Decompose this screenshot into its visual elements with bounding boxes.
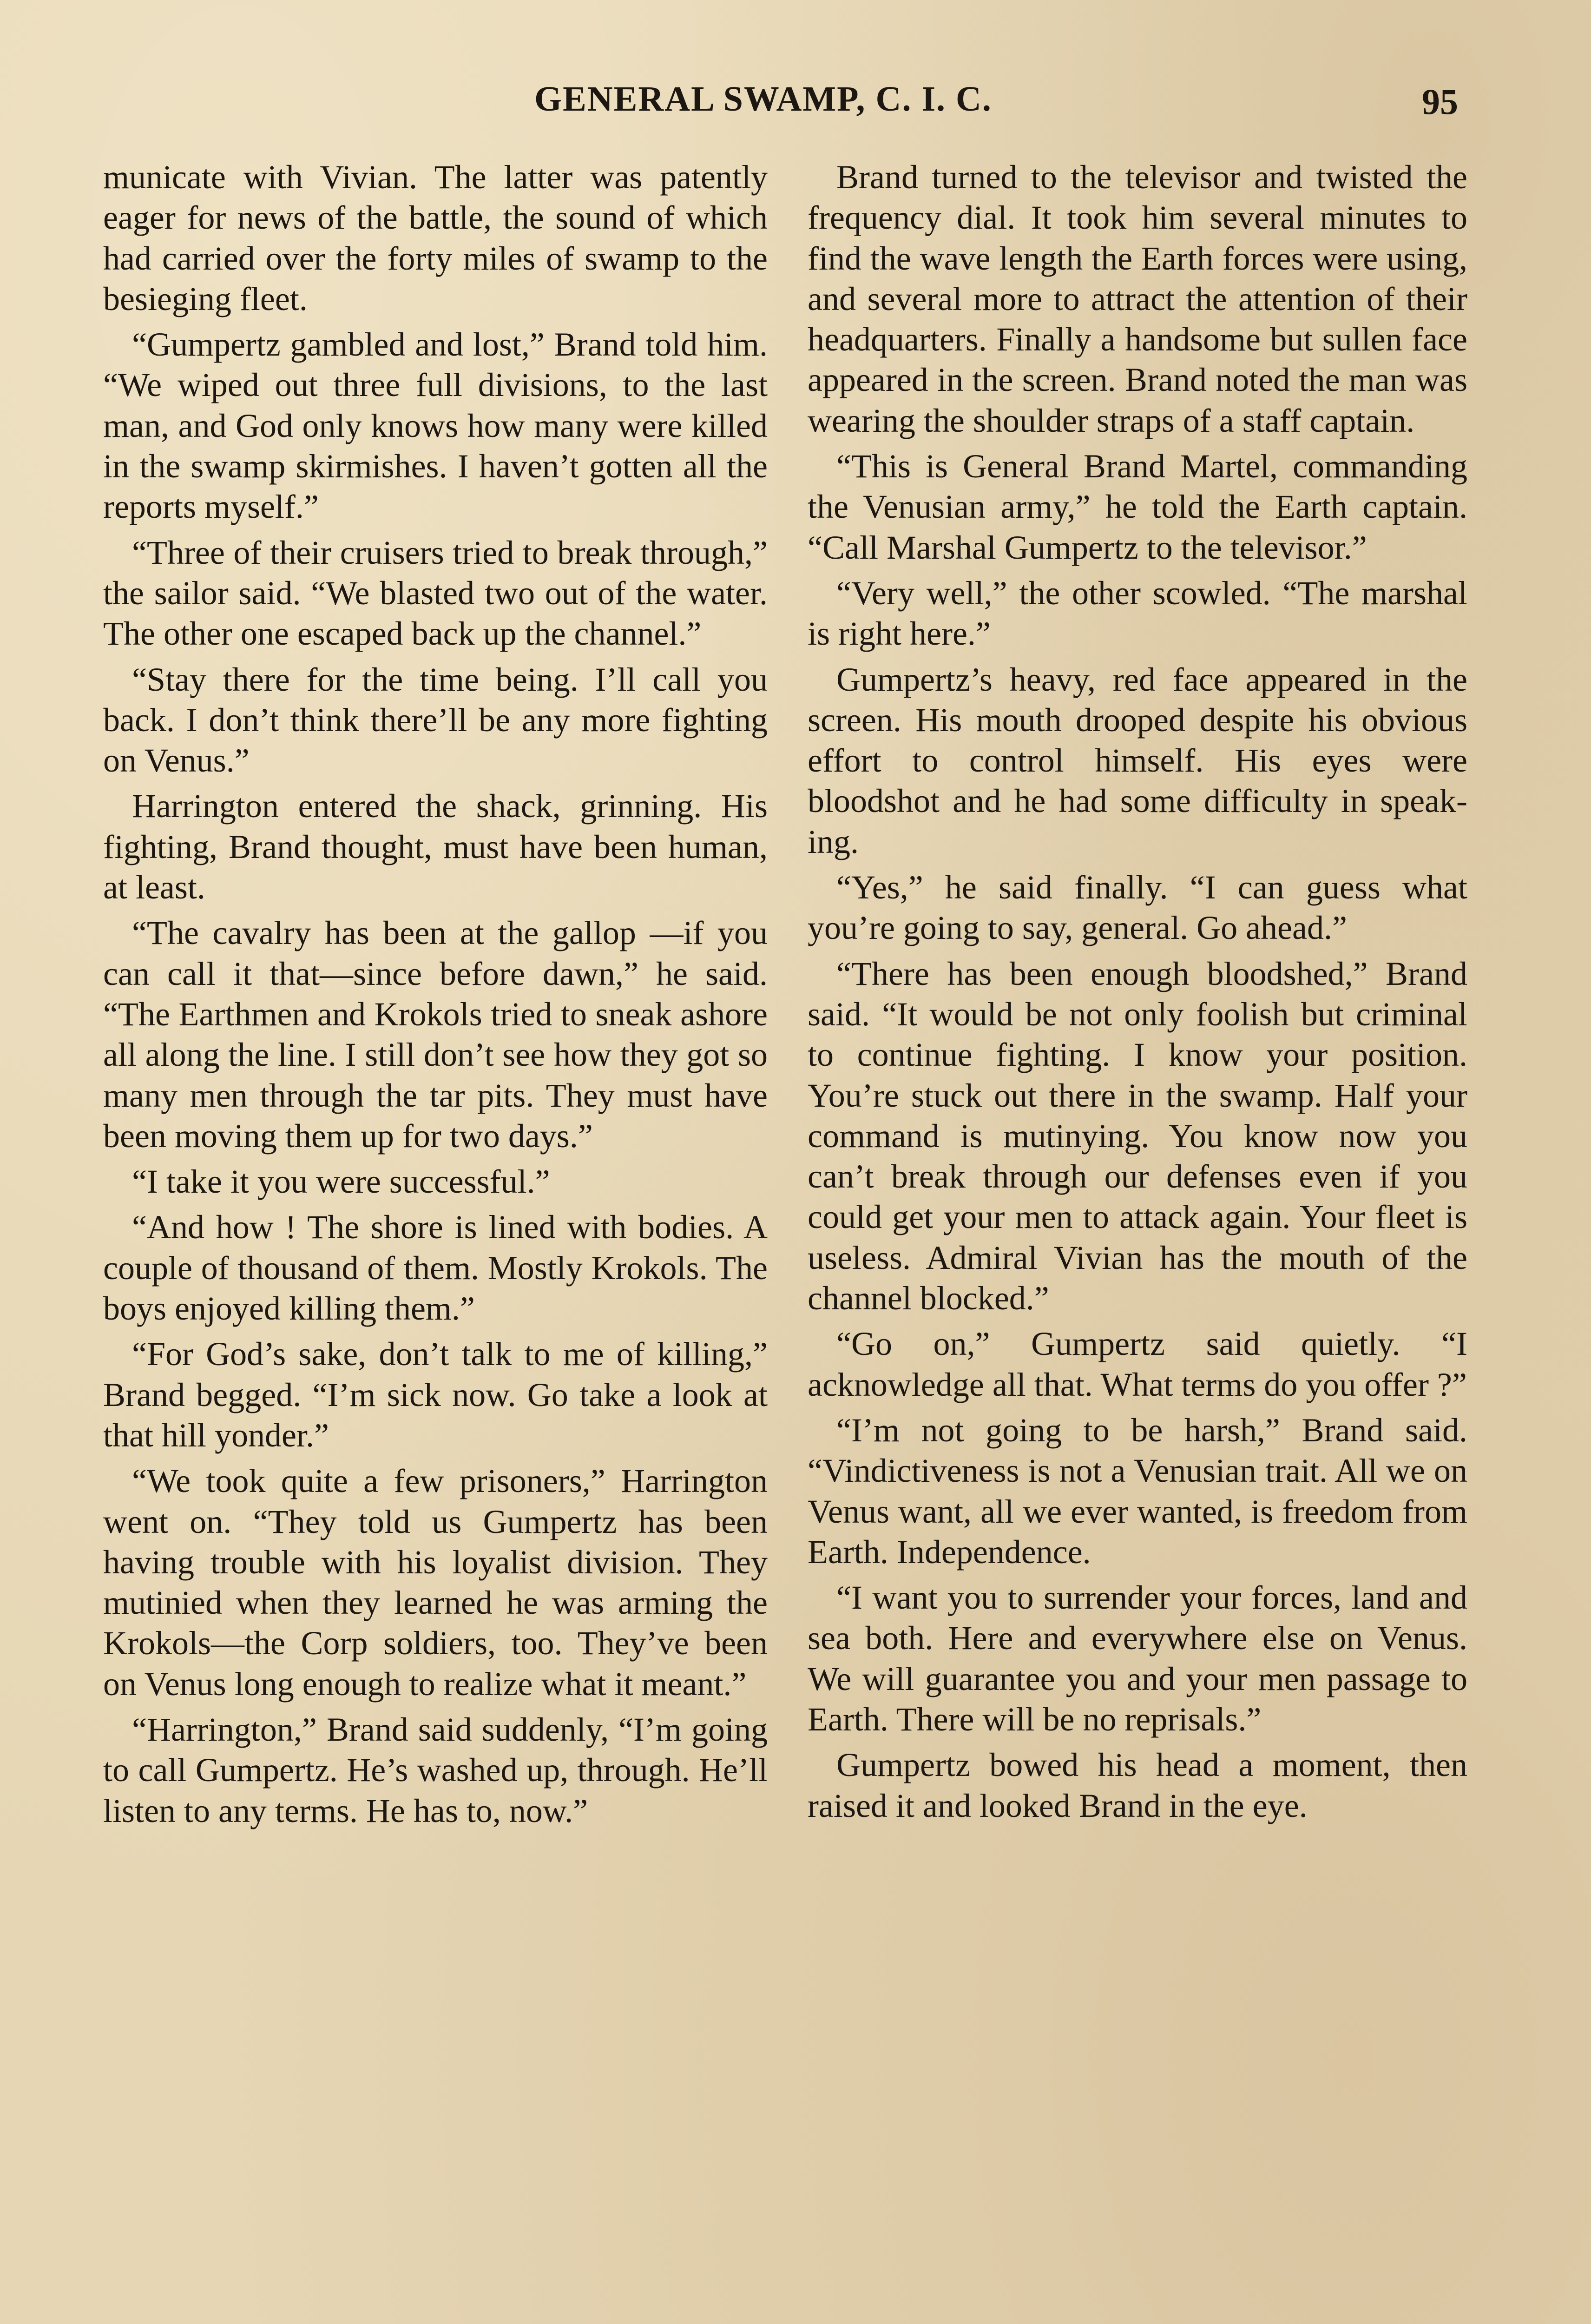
paragraph: “I want you to surrender your forces, land and sea both. Here and everywhere else on Venus. We will guarantee you and your men passage to Earth. There will be no reprisals.” (808, 1579, 1467, 1738)
paragraph: “For God’s sake, don’t talk to me of killing,” Brand begged. “I’m sick now. Go take a look at that hill yonder.” (103, 1335, 768, 1454)
paragraph: “Stay there for the time being. I’ll call you back. I don’t think there’ll be any more fighting on Venus.” (103, 660, 768, 779)
paragraph: “I take it you were successful.” (132, 1163, 550, 1201)
paragraph: Gumpertz bowed his head a moment, then raised it and looked Brand in the eye. (808, 1746, 1467, 1824)
left-column (103, 157, 768, 1836)
paragraph: “Gumpertz gambled and lost,” Brand told him. “We wiped out three full divisions, to the last man, and God only knows how many were killed in the swamp skirmishes. I haven’t gotten all the reports myself.” (103, 326, 768, 526)
paragraph: “Very well,” the other scowled. “The marshal is right here.” (808, 574, 1467, 653)
paragraph: “Three of their cruisers tried to break through,” the sailor said. “We blasted two out of the water. The other one escaped back up the channel.” (103, 534, 768, 653)
running-head (0, 79, 1591, 130)
paragraph: “Harrington,” Brand said suddenly, “I’m going to call Gumpertz. He’s washed up, through. He’ll listen to any terms. He has to, now.” (103, 1710, 768, 1829)
paragraph: “The cavalry has been at the gallop —if you can call it that—since before dawn,” he said. “The Earthmen and Krokols tried to sneak ashore all along the line. I still don’t see how they got so many men through the tar pits. They must have been moving them up for two days.” (103, 914, 768, 1155)
paragraph: “Go on,” Gumpertz said quietly. “I acknowledge all that. What terms do you offer ?” (808, 1325, 1467, 1403)
paragraph: “And how ! The shore is lined with bodies. A couple of thousand of them. Mostly Krokols. The boys enjoyed killing them.” (103, 1208, 768, 1327)
running-title: GENERAL SWAMP, C. I. C. (534, 79, 992, 119)
page-number: 95 (1422, 81, 1458, 122)
paragraph: “I’m not going to be harsh,” Brand said. “Vindictiveness is not a Venusian trait. All we on Venus want, all we ever wanted, is freedom from Earth. Independence. (808, 1411, 1467, 1571)
paragraph: Brand turned to the televisor and twisted the frequency dial. It took him several minutes to find the wave length the Earth forces were using, and several more to attract the attention of their headquarters. Finally a handsome but sullen face appeared in the screen. Brand noted the man was wearing the shoulder straps of a staff captain. (808, 158, 1467, 439)
paragraph: municate with Vivian. The latter was patently eager for news of the battle, the sound of which had carried over the forty miles of swamp to the besieging fleet. (103, 158, 768, 317)
paragraph: Gumpertz’s heavy, red face appeared in the screen. His mouth drooped despite his obvious effort to control himself. His eyes were bloodshot and he had some difficulty in speaking. (808, 660, 1467, 860)
right-column (808, 157, 1467, 1831)
paragraph: “Yes,” he said finally. “I can guess what you’re going to say, general. Go ahead.” (808, 869, 1467, 947)
paragraph: “We took quite a few prisoners,” Harrington went on. “They told us Gumpertz has been having trouble with his loyalist division. They mutinied when they learned he was arming the Krokols—the Corp soldiers, too. They’ve been on Venus long enough to realize what it meant.” (103, 1462, 768, 1703)
paragraph: “There has been enough bloodshed,” Brand said. “It would be not only foolish but criminal to continue fighting. I know your position. You’re stuck out there in the swamp. Half your command is mutinying. You know now you can’t break through our defenses even if you could get your men to attack again. Your fleet is useless. Admiral Vivian has the mouth of the channel blocked.” (808, 955, 1467, 1317)
paragraph: Harrington entered the shack, grinning. His fighting, Brand thought, must have been human, at least. (103, 787, 768, 906)
paragraph: “This is General Brand Martel, commanding the Venusian army,” he told the Earth captain. “Call Marshal Gumpertz to the televisor.” (808, 448, 1467, 566)
